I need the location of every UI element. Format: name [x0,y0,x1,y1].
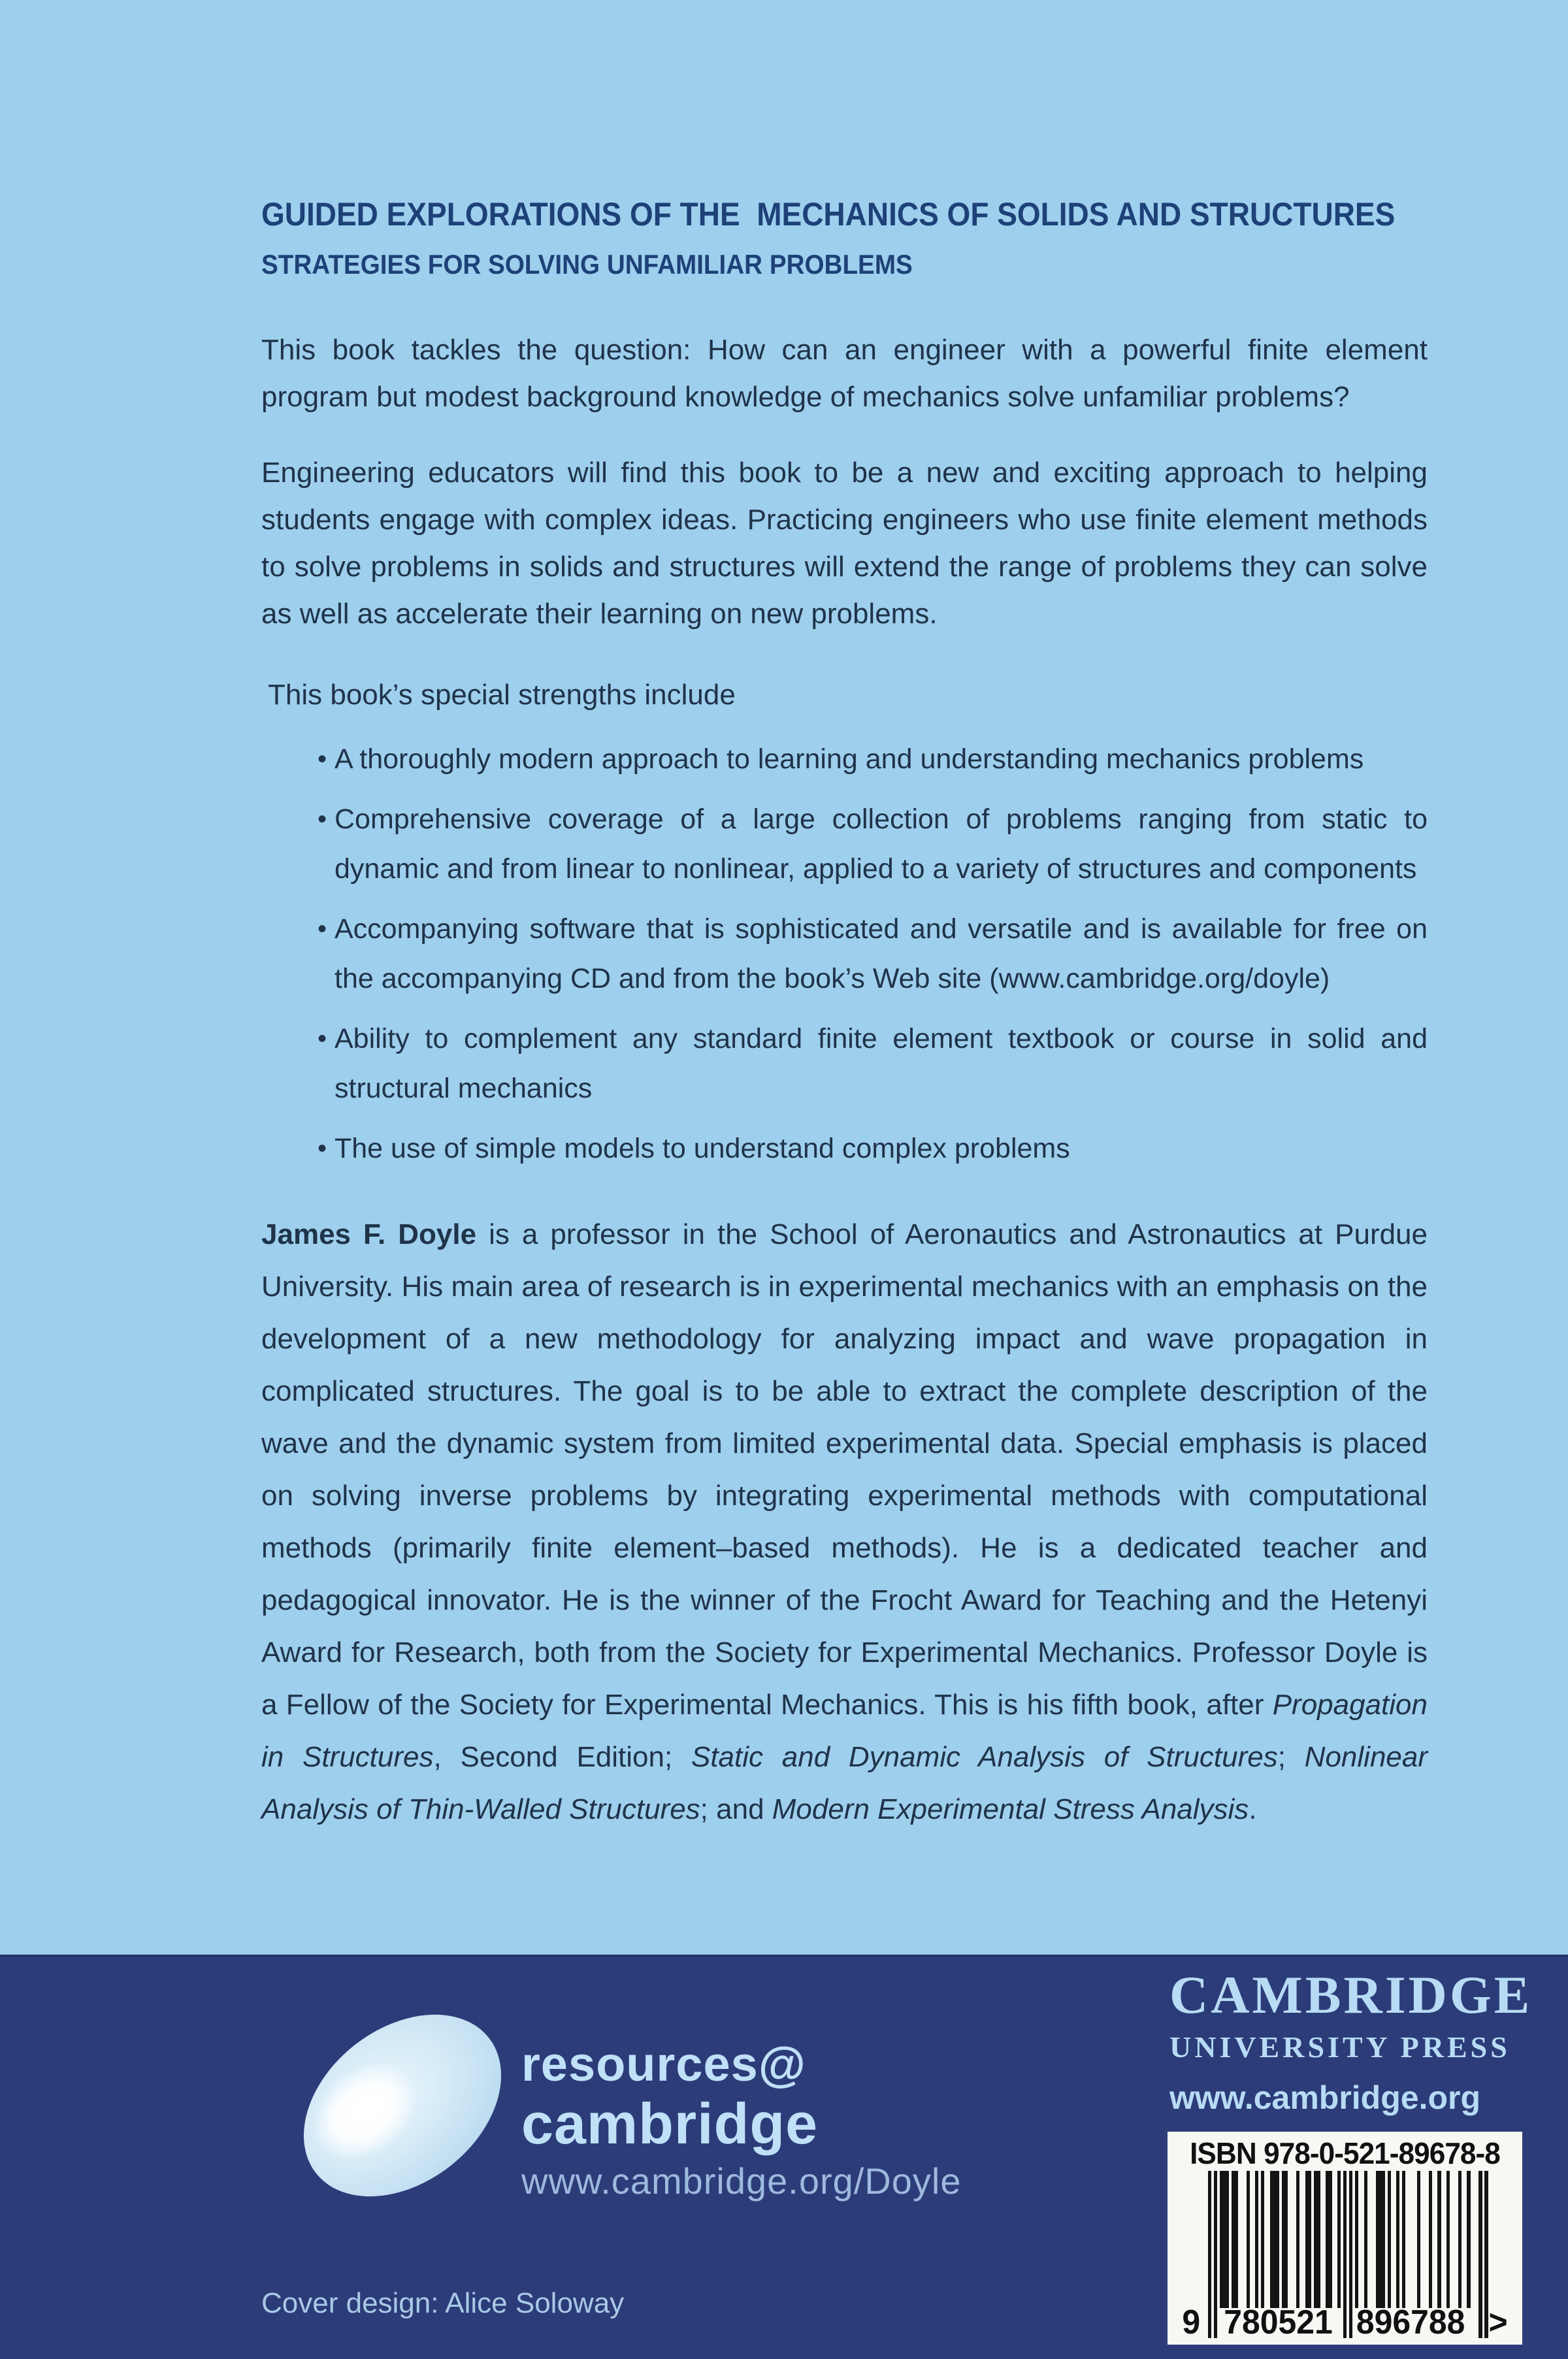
barcode-bar [1402,2171,1405,2308]
barcode-bar [1388,2171,1391,2308]
publisher-url: www.cambridge.org [1169,2079,1481,2117]
book-subtitle: STRATEGIES FOR SOLVING UNFAMILIAR PROBLEMS [261,249,913,280]
back-cover-text-column [261,196,1428,1836]
bullet-item: • A thoroughly modern approach to learning and understanding mechanics problems [261,734,1428,784]
barcode-bar [1382,2171,1385,2308]
barcode-bar [1429,2171,1432,2308]
barcode-digits [1182,2300,1507,2339]
barcode-bar [1329,2171,1332,2308]
bio-text-segment: James F. Doyle [261,1218,477,1251]
barcode-bar [1261,2171,1264,2308]
bio-text-segment: ; [1277,1741,1305,1774]
barcode-bar [1446,2171,1450,2308]
bio-text-segment: Propagation in Structures [261,1689,1428,1774]
barcode-bar [1255,2171,1258,2308]
barcode-bar [1226,2171,1229,2308]
bio-text-segment: . [1249,1793,1257,1826]
barcode-bar [1235,2171,1238,2308]
barcode-bar [1458,2171,1462,2308]
barcode-bar [1437,2171,1441,2308]
publisher-name: CAMBRIDGE [1169,1965,1533,2025]
strengths-heading: This book’s special strengths include [268,679,736,711]
barcode-bar [1364,2171,1367,2308]
barcode-bar [1247,2171,1250,2308]
barcode-bar [1284,2171,1288,2308]
barcode-bar [1296,2171,1299,2308]
barcode-arrow: > [1488,2303,1508,2341]
bullet-item: • Accompanying software that is sophisticated and versatile and is available for free on the accompanying CD and from the book’s Web site (www.cambridge.org/doyle) [261,904,1428,1003]
intro-paragraph: This book tackles the question: How can an engineer with a powerful finite element program but modest background knowledge of mechanics solve unfamiliar problems? [261,334,1428,414]
barcode-bar [1467,2171,1470,2308]
barcode-bar [1417,2171,1420,2308]
bio-text-segment: Static and Dynamic Analysis of Structures [691,1741,1278,1774]
author-bio [261,1209,1428,1836]
cambridge-label: cambridge [521,2091,819,2156]
resources-at-label: resources@ [521,2037,806,2091]
bio-text-segment: ; and [700,1793,772,1826]
barcode-bar [1337,2171,1341,2308]
barcode-digit-group: 9 [1182,2303,1201,2341]
isbn-panel [1168,2132,1522,2345]
barcode-bar [1317,2171,1320,2308]
book-title: GUIDED EXPLORATIONS OF THE MECHANICS OF SOLIDS AND STRUCTURES [261,196,1396,233]
resources-cambridge-wordmark [521,2037,962,2202]
publisher-block [1169,1965,1533,2117]
bio-text-segment: Modern Experimental Stress Analysis [772,1793,1249,1826]
footer-band [0,1955,1568,2359]
resources-url: www.cambridge.org/Doyle [521,2160,962,2202]
bullet-item: • Ability to complement any standard finite element textbook or course in solid and structural mechanics [261,1014,1428,1113]
bio-text-segment: is a professor in the School of Aeronautics and Astronautics at Purdue University. His main area of research is in experimental mechanics with an emphasis on the development of a new methodology for analyzing impact and wave propagation in complicated structures. The goal is to be able to extract the complete description of the wave and the dynamic system from limited experimental data. Special emphasis is placed on solving inverse problems by integrating experimental methods with computational methods (primarily finite element–based methods). He is a dedicated teacher and pedagogical innovator. He is the winner of the Frocht Award for Teaching and the Hetenyi Award for Research, both from the Society for Experimental Mechanics. Professor Doyle is a Fellow of the Society for Experimental Mechanics. This is his fifth book, after [261,1218,1428,1721]
isbn-label: ISBN 978-0-521-89678-8 [1190,2136,1500,2170]
bullet-item: • Comprehensive coverage of a large collection of problems ranging from static to dynamic and from linear to nonlinear, applied to a variety of structures and components [261,794,1428,894]
bullet-item: • The use of simple models to understand complex problems [261,1124,1428,1173]
barcode-bar [1276,2171,1279,2308]
resources-cambridge-logo-icon [286,2009,519,2202]
barcode-bar [1355,2171,1358,2308]
bio-text-segment: , Second Edition; [433,1741,691,1774]
barcode-bar [1396,2171,1399,2308]
barcode-digit-group: 780521 [1224,2303,1333,2341]
bio-text-segment: Nonlinear Analysis of Thin-Walled Structures [261,1741,1428,1826]
audience-paragraph: Engineering educators will find this book to be a new and exciting approach to helping students engage with complex ideas. Practicing engineers who use finite element methods to solve problems in solids and structures will extend the range of problems they can solve as well as accelerate their learning on new problems. [261,457,1428,630]
barcode-digit-group: 896788 [1356,2303,1465,2341]
cover-design-credit: Cover design: Alice Soloway [261,2287,625,2319]
publisher-imprint: UNIVERSITY PRESS [1169,2030,1511,2064]
strengths-bullet-list [261,734,1428,1173]
barcode-bar [1308,2171,1311,2308]
